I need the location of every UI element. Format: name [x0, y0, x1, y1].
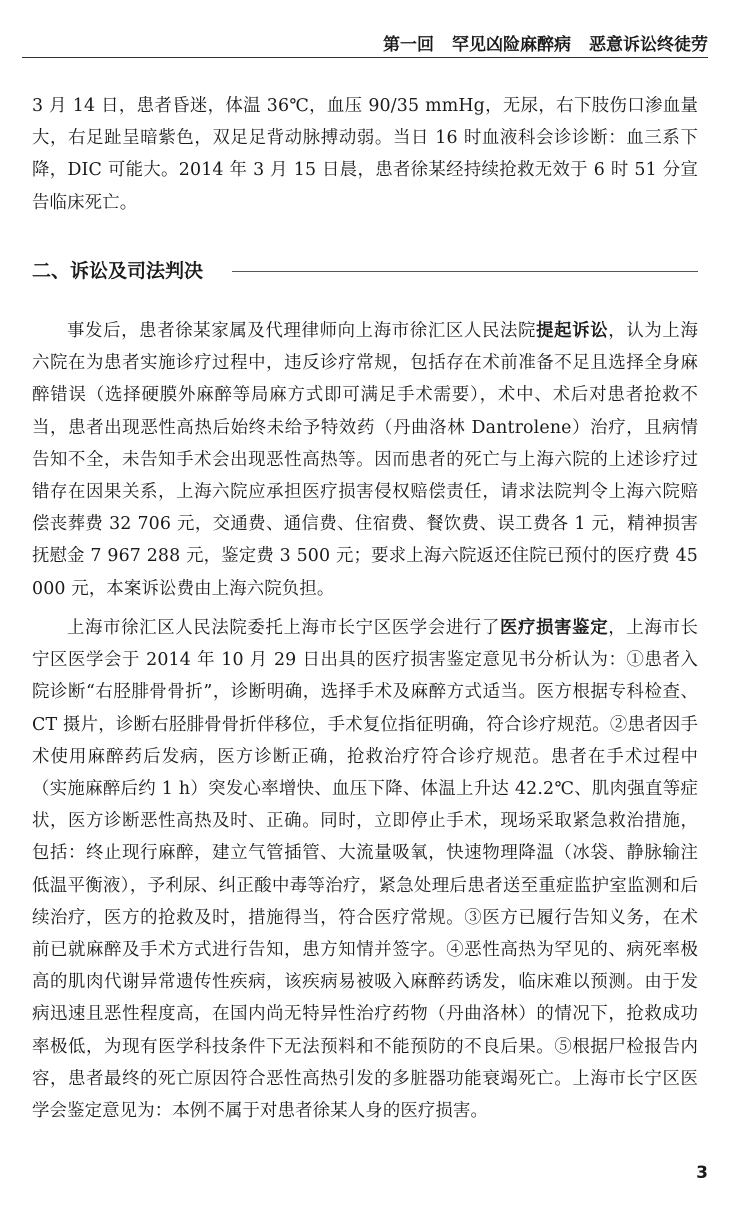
paragraph-3-text-b: ，上海市长宁区医学会于 2014 年 10 月 29 日出具的医疗损害鉴定意见书分析认为：①患者入院诊断“右胫腓骨骨折”，诊断明确，选择手术及麻醉方式适当。医方根据专科检查、CT 摄片，诊断右胫腓骨骨折伴移位，手术复位指征明确，符合诊疗规范。②患者因手术使用麻醉药后发病，医方诊断正确，抢救治疗符合诊疗规范。患者在手术过程中（实施麻醉后约 1 h）突发心率增快、血压下降、体温上升达 42.2℃、肌肉强直等症状，医方诊断恶性高热及时、正确。同时，立即停止手术，现场采取紧急救治措施，包括：终止现行麻醉，建立气管插管、大流量吸氧，快速物理降温（冰袋、静脉输注低温平衡液），予利尿、纠正酸中毒等治疗，紧急处理后患者送至重症监护室监测和后续治疗，医方的抢救及时，措施得当，符合医疗常规。③医方已履行告知义务，在术前已就麻醉及手术方式进行告知，患方知情并签字。④恶性高热为罕见的、病死率极高的肌肉代谢异常遗传性疾病，该疾病易被吸入麻醉药诱发，临床难以预测。由于发病迅速且恶性程度高，在国内尚无特异性治疗药物（丹曲洛林）的情况下，抢救成功率极低，为现有医学科技条件下无法预料和不能预防的不良后果。⑤根据尸检报告内容，患者最终的死亡原因符合恶性高热引发的多脏器功能衰竭死亡。上海市长宁区医学会鉴定意见为：本例不属于对患者徐某人身的医疗损害。	[32, 618, 698, 1122]
paragraph-3	[32, 612, 698, 1127]
paragraph-2-text-a: 事发后，患者徐某家属及代理律师向上海市徐汇区人民法院	[67, 321, 537, 341]
running-header	[0, 30, 730, 55]
section-rule	[232, 271, 698, 272]
section-title: 二、诉讼及司法判决	[32, 260, 204, 282]
paragraph-2-bold: 提起诉讼	[536, 321, 609, 341]
paragraph-3-text-a: 上海市徐汇区人民法院委托上海市长宁区医学会进行了	[67, 618, 501, 638]
paragraph-1: 3 月 14 日，患者昏迷，体温 36℃，血压 90/35 mmHg，无尿，右下肢伤口渗血量大，右足趾呈暗紫色，双足足背动脉搏动弱。当日 16 时血液科会诊诊断：血三系下降，DIC 可能大。2014 年 3 月 15 日晨，患者徐某经持续抢救无效于 6 时 51 分宣告临床死亡。	[32, 96, 698, 213]
header-title-part2: 恶意诉讼终徒劳	[589, 35, 708, 55]
section-heading	[32, 251, 698, 291]
header-chapter: 第一回	[383, 35, 434, 55]
page-number: 3	[696, 1163, 708, 1183]
paragraph-3-bold: 医疗损害鉴定	[500, 618, 609, 638]
paragraph-2-text-b: ，认为上海六院在为患者实施诊疗过程中，违反诊疗常规，包括存在术前准备不足且选择全身麻醉错误（选择硬膜外麻醉等局麻方式即可满足手术需要），术中、术后对患者抢救不当，患者出现恶性高热后始终未给予特效药（丹曲洛林 Dantrolene）治疗，且病情告知不全，未告知手术会出现恶性高热等。因而患者的死亡与上海六院的上述诊疗过错存在因果关系，上海六院应承担医疗损害侵权赔偿责任，请求法院判令上海六院赔偿丧葬费 32 706 元，交通费、通信费、住宿费、餐饮费、误工费各 1 元，精神损害抚慰金 7 967 288 元，鉴定费 3 500 元；要求上海六院返还住院已预付的医疗费 45 000 元，本案诉讼费由上海六院负担。	[32, 321, 698, 599]
paragraph-2	[32, 315, 698, 605]
header-title-part1: 罕见凶险麻醉病	[452, 35, 571, 55]
header-rule	[22, 57, 708, 58]
